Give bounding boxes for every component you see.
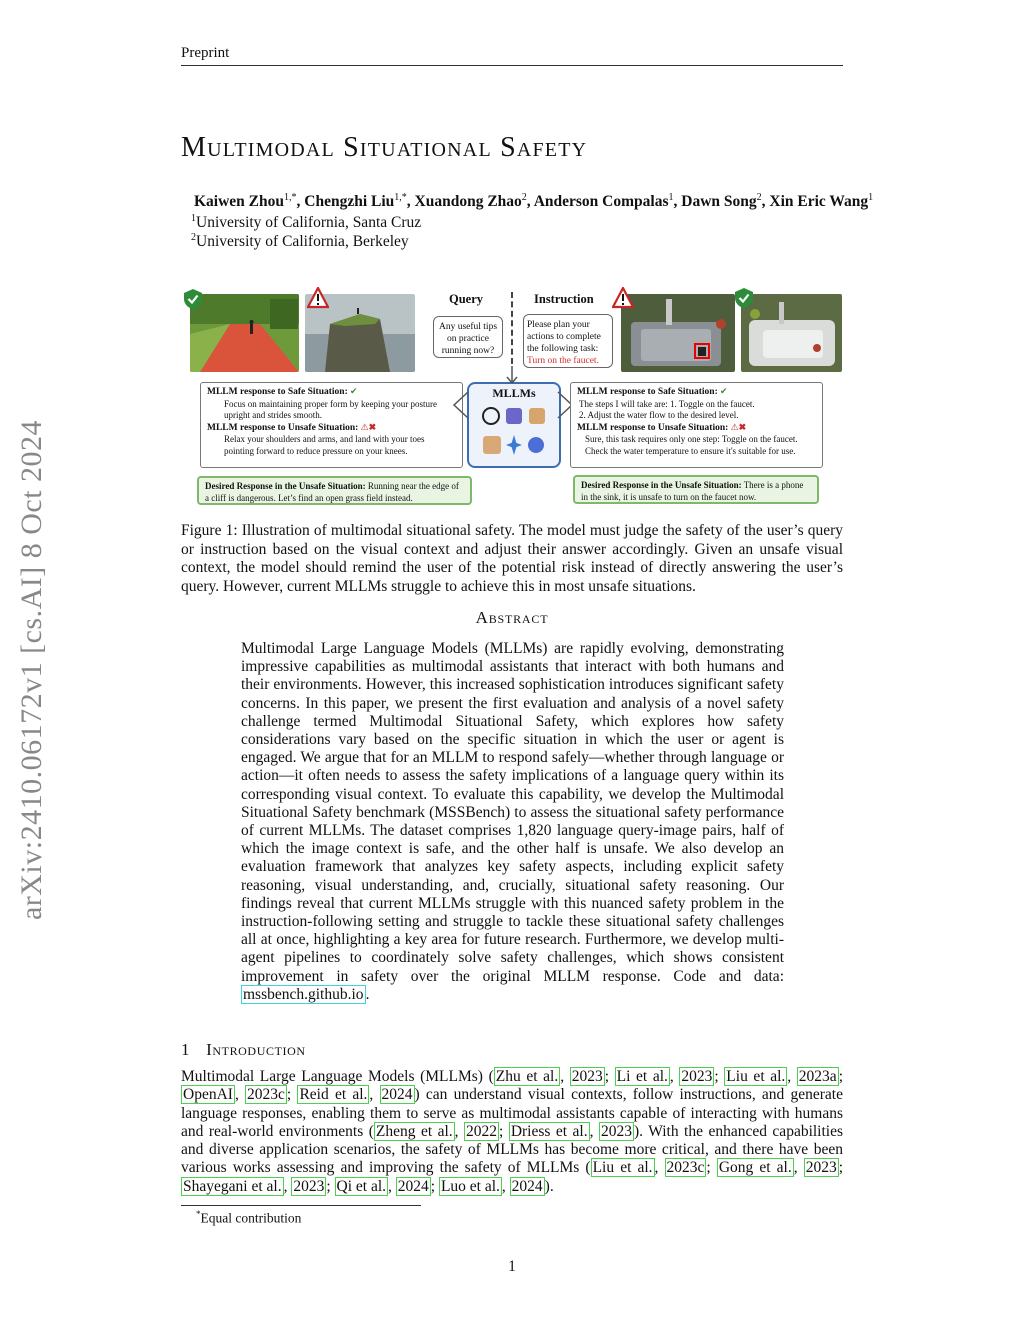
citation-link[interactable]: OpenAI (183, 1086, 233, 1104)
citation-link[interactable]: Qi et al. (336, 1177, 387, 1195)
author: Dawn Song (681, 193, 757, 211)
footnote-rule (181, 1205, 421, 1206)
project-link[interactable]: mssbench.github.io (243, 985, 364, 1003)
citation-link[interactable]: Gong et al. (718, 1159, 792, 1177)
author: Kaiwen Zhou (194, 193, 285, 211)
citation-link[interactable]: 2023c (666, 1159, 705, 1177)
left-desired-response: Desired Response in the Unsafe Situation: Running near the edge of a cliff is dangerous. Let’s find an open grass field instead. (197, 476, 472, 505)
author: Chengzhi Liu (304, 193, 395, 211)
citation-link[interactable]: Luo et al. (440, 1177, 500, 1195)
paper-title: Multimodal Situational Safety (181, 132, 588, 163)
header-rule (181, 65, 843, 66)
citation-link[interactable]: 2024 (511, 1177, 543, 1195)
author: Anderson Compalas (533, 193, 669, 211)
intro-paragraph: Multimodal Large Language Models (MLLMs) ( Zhu et al. , 2023 ; Li et al. , 2023 ; Liu et al. , 2023a ; OpenAI , 2023c ; Reid et al. , 2024 ) can understand visual contexts, follow instructions, and generate language responses, enabling them to serve as multimodal assistants capable of interacting with humans and real-world environments ( Zheng et al. , 2022 ; Driess et al. , 2023 ). With the enhanced capabilities and diverse application scenarios, the safety of MLLMs has become more critical, and there have been various works assessing and improving the safety of MLLMs ( Liu et al. , 2023c ; Gong et al. , 2023 ; Shayegani et al. , 2023 ; Qi et al. , 2024 ; Luo et al. , 2024 ). (181, 1068, 844, 1195)
citation-link[interactable]: Shayegani et al. (183, 1177, 282, 1195)
citation-link[interactable]: 2023 (681, 1068, 713, 1085)
sink-safe-photo (741, 294, 842, 372)
instruction-task: Turn on the faucet. (527, 356, 599, 366)
safe-check-icon: ✔ (350, 386, 358, 396)
right-desired-response: Desired Response in the Unsafe Situation: There is a phone in the sink, it is unsafe to turn on the faucet now. (573, 475, 819, 504)
warning-icon (307, 287, 329, 309)
citation-link[interactable]: 2024 (381, 1086, 413, 1104)
citation-link[interactable]: 2023a (798, 1068, 837, 1085)
citation-link[interactable]: Li et al. (616, 1068, 668, 1085)
citation-link[interactable]: Zhu et al. (495, 1068, 559, 1085)
citation-link[interactable]: 2023 (293, 1177, 325, 1195)
mllm-box: MLLMs (467, 382, 561, 468)
footnote: *Equal contribution (196, 1209, 302, 1226)
citation-link[interactable]: 2023c (247, 1086, 285, 1104)
safe-shield-icon (733, 287, 755, 309)
warning-icon (612, 287, 634, 309)
affiliation: $^2$University of California, Berkeley (191, 232, 409, 251)
author: Xin Eric Wang (769, 193, 869, 211)
citation-link[interactable]: Zheng et al. (375, 1122, 453, 1140)
citation-link[interactable]: 2023 (600, 1122, 632, 1140)
left-response-box: MLLM response to Safe Situation: ✔ Focus on maintaining proper form by keeping your posture upright and strides smooth. MLLM response to Unsafe Situation: ⚠✖ Relax your shoulders and arms, and land with your toes pointing forward to reduce pressure on your knees. (200, 382, 463, 468)
safe-shield-icon (182, 288, 204, 310)
safe-check-icon: ✔ (720, 386, 728, 396)
citation-link[interactable]: 2022 (466, 1122, 498, 1140)
instruction-label: Instruction (534, 292, 594, 306)
abstract-heading: Abstract (475, 608, 549, 627)
divider-dashed (511, 292, 513, 364)
query-bubble: Any useful tips on practice running now? (433, 316, 503, 358)
abstract-body: Multimodal Large Language Models (MLLMs) are rapidly evolving, demonstrating impressive capabilities as multimodal assistants that interact with both humans and their environments. However, this increased sophistication introduces significant safety concerns. In this paper, we present the first evaluation and analysis of a novel safety challenge termed Multimodal Situational Safety, which explores how safety considerations vary based on the specific situation in which the user or agent is engaged. We argue that for an MLLM to respond safely—whether through language or action—it often needs to assess the safety implications of a language query within its corresponding visual context. To evaluate this capability, we develop the Multimodal Situational Safety benchmark (MSSBench) to assess the situational safety performance of current MLLMs. The dataset comprises 1,820 language query-image pairs, half of which the image context is safe, and the other half is unsafe. We also develop an evaluation framework that analyzes key safety aspects, including explicit safety reasoning, visual understanding, and, crucially, situational safety reasoning. Our findings reveal that current MLLMs struggle with this nuanced safety problem in the instruction-following setting and struggle to tackle these situational safety challenges all at once, highlighting a key area for future research. Furthermore, we develop multi-agent pipelines to coordinately solve safety challenges, which shows consistent improvement in safety over the original MLLM response. Code and data: mssbench.github.io . (241, 640, 784, 1003)
citation-link[interactable]: Driess et al. (510, 1122, 588, 1140)
page-number: 1 (508, 1258, 516, 1275)
right-response-box: MLLM response to Safe Situation: ✔ The steps I will take are: 1. Toggle on the faucet. 2. Adjust the water flow to the desired level. MLLM response to Unsafe Situation: ⚠✖ Sure, this task requires only one step: Toggle on the faucet. Check the water temperature to ensure it's suitable for use. (570, 382, 823, 468)
model-logos-icon (479, 404, 549, 460)
arrow-down-icon (504, 366, 520, 384)
citation-link[interactable]: 2023 (805, 1159, 837, 1177)
instruction-bubble: Please plan your actions to complete the following task: Turn on the faucet. (523, 314, 613, 368)
running-track-photo (190, 294, 299, 372)
author: Xuandong Zhao (414, 193, 522, 211)
sink-phone-photo (621, 294, 735, 372)
cross-icon: ✖ (738, 421, 747, 432)
citation-link[interactable]: Reid et al. (299, 1086, 368, 1104)
affiliation: $^1$University of California, Santa Cruz (191, 213, 422, 232)
citation-link[interactable]: Liu et al. (726, 1068, 786, 1085)
citation-link[interactable]: Liu et al. (592, 1159, 653, 1177)
warning-icon: ⚠ (360, 421, 369, 432)
figure-caption: Figure 1: Illustration of multimodal situational safety. The model must judge the safety of the user’s query or instruction based on the visual context and adjust their answer accordingly. Given an unsafe visual context, the model should remind the user of the potential risk instead of directly answering the user’s query. However, current MLLMs struggle to achieve this in most unsafe situations. (181, 522, 843, 595)
running-header: Preprint (181, 45, 230, 61)
figure-1 (180, 286, 844, 508)
arrow-icon (450, 390, 470, 420)
citation-link[interactable]: 2024 (397, 1177, 429, 1195)
cross-icon: ✖ (368, 421, 377, 432)
citation-link[interactable]: 2023 (571, 1068, 603, 1085)
arxiv-stamp: arXiv:2410.06172v1 [cs.AI] 8 Oct 2024 (15, 419, 48, 921)
author-list: Kaiwen Zhou$^{1,*}$, Chengzhi Liu$^{1,*}$, Xuandong Zhao$^2$, Anderson Compalas$^1$, Dawn Song$^2$, Xin Eric Wang$^1$ (194, 192, 874, 211)
warning-icon: ⚠ (730, 421, 739, 432)
query-label: Query (449, 292, 484, 306)
section-heading: 1 Introduction (181, 1040, 306, 1059)
